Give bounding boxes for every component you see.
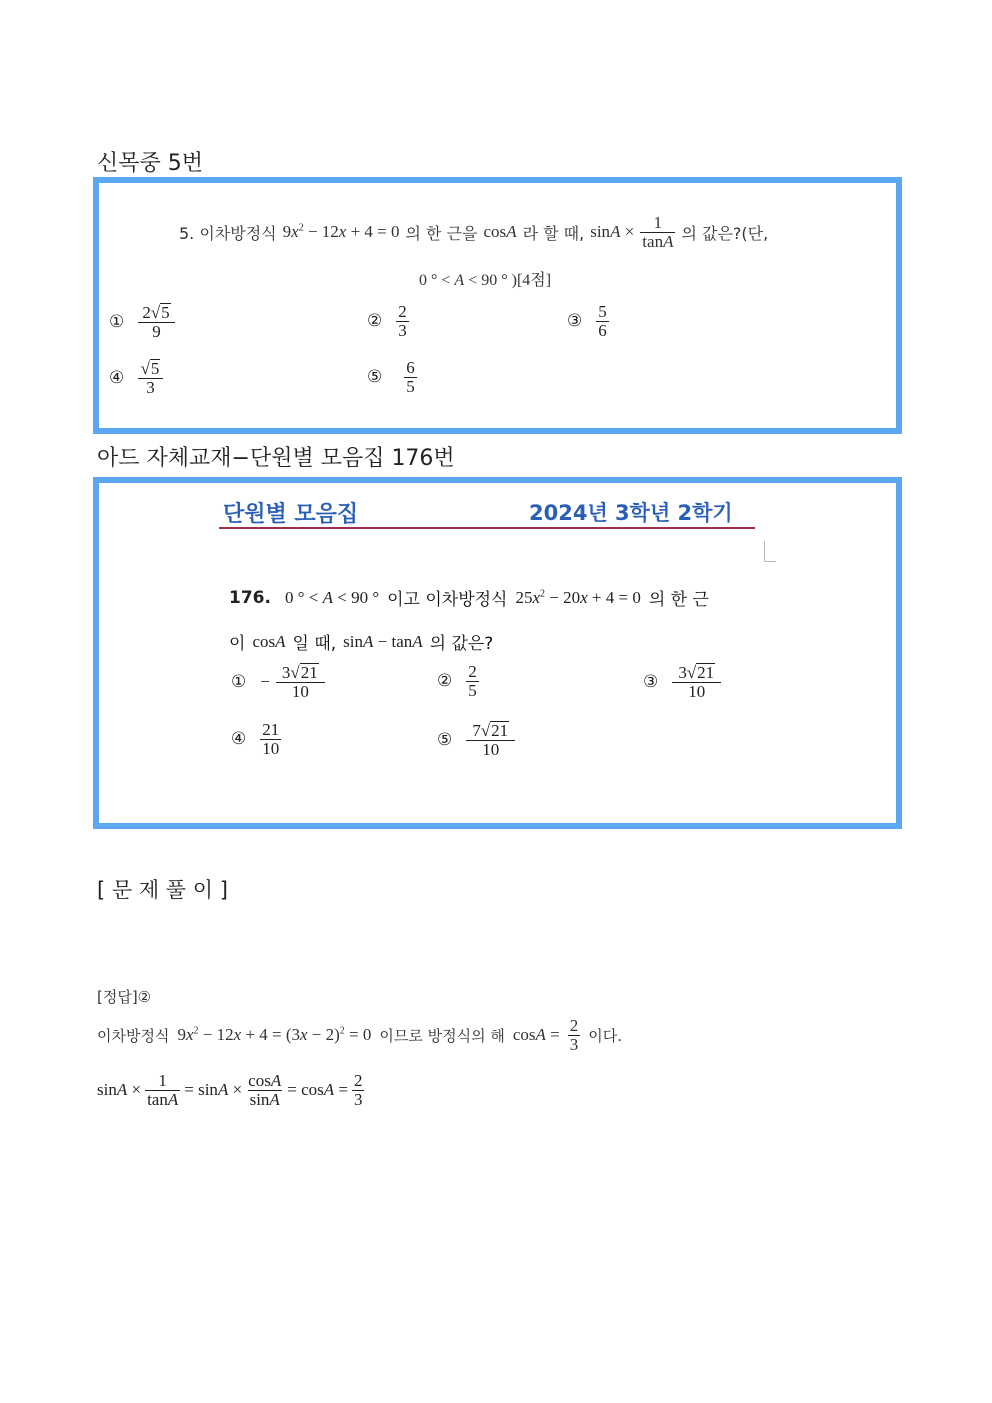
problem1-box xyxy=(93,177,902,434)
solution-answer: [정답]② xyxy=(97,988,152,1006)
problem2-line1-suffix: 의 한 근 xyxy=(648,590,709,610)
section1-heading: 신목중 5번 xyxy=(97,151,203,176)
problem2-question-line2 xyxy=(229,629,493,654)
choice-value: $\frac{2}{5}$ xyxy=(468,662,477,700)
problem2-line1-text: 이고 이차방정식 xyxy=(387,590,508,610)
problem2-number: 176. xyxy=(229,587,271,608)
problem2-cos: cosA xyxy=(252,631,286,651)
choice-number: ④ xyxy=(231,729,247,750)
problem2-choice-4[interactable] xyxy=(231,721,281,758)
solution-line1-prefix: 이차방정식 xyxy=(97,1026,170,1045)
corner-mark xyxy=(764,541,776,562)
problem2-choice-1[interactable] xyxy=(231,663,325,701)
problem1-frac-num: 1 xyxy=(653,213,663,232)
problem1-suffix: 의 값은?(단, xyxy=(681,223,769,243)
problem2-choice-2[interactable] xyxy=(437,663,479,700)
problem1-mid: 의 한 근을 xyxy=(405,223,478,243)
choice-number: ④ xyxy=(109,367,125,388)
problem2-condition: 0 ° < A < 90 ° xyxy=(284,587,380,607)
choice-number: ③ xyxy=(567,311,583,332)
problem1-fraction xyxy=(640,214,675,251)
solution-line1 xyxy=(97,1017,622,1054)
choice-value: 3√ 21 10 xyxy=(672,663,721,701)
choice-value: 3√ 21 10 xyxy=(276,663,325,701)
banner-left: 단원별 모음집 xyxy=(223,502,359,527)
problem1-question-line1 xyxy=(179,214,768,251)
choice-value: $\frac{6}{5}$ xyxy=(406,358,415,396)
problem2-expr: sinA − tanA xyxy=(343,631,423,651)
choice-number: ⑤ xyxy=(367,367,383,388)
problem1-expr: sinA × xyxy=(590,222,635,242)
problem2-choice-5[interactable] xyxy=(437,721,515,759)
problem1-choice-5[interactable] xyxy=(367,359,417,396)
solution-line1-equation: $9x^2 - 12x + 4 = (3x - 2)^2 = 0$ xyxy=(177,1025,372,1045)
solution-line2: sinA × $\frac{1}{\tan A}$ = sinA × $\frac{\cos A}{\sin A}$ = cosA = $\frac{2}{3}$ xyxy=(97,1071,363,1109)
problem1-cos-term: cosA xyxy=(483,222,517,242)
solution-line1-mid: 이므로 방정식의 해 xyxy=(379,1026,505,1045)
problem2-box xyxy=(93,477,902,829)
choice-number: ⑤ xyxy=(437,729,453,750)
problem2-line2-suffix: 의 값은? xyxy=(429,634,494,654)
choice-number: ① xyxy=(231,671,247,692)
problem1-choice-3[interactable] xyxy=(567,303,609,340)
banner-right: 2024년 3학년 2학기 xyxy=(529,501,733,525)
choice-value: √ 5 3 xyxy=(138,359,163,397)
problem1-equation: $9x^2 - 12x + 4 = 0$ xyxy=(282,222,400,242)
problem2-question-line1 xyxy=(229,585,709,610)
solution-heading: [ 문 제 풀 이 ] xyxy=(97,878,228,902)
problem2-equation: $25x^2 - 20x + 4 = 0$ xyxy=(515,587,641,607)
problem2-line2-prefix: 이 xyxy=(229,634,246,654)
banner-underline xyxy=(219,527,755,529)
problem2-line2-mid: 일 때, xyxy=(292,634,337,654)
choice-number: ② xyxy=(437,671,453,692)
problem1-condition: 0 ° < A < 90 ° )[4점] xyxy=(419,272,552,289)
problem1-prefix: 5. 이차방정식 xyxy=(179,223,277,243)
problem1-frac-den: tanA xyxy=(642,231,674,251)
choice-value: $\frac{21}{10}$ xyxy=(262,720,280,758)
minus-sign: − xyxy=(260,671,270,691)
problem1-choice-1[interactable] xyxy=(109,303,175,341)
solution-line1-fraction: $\frac{2}{3}$ xyxy=(569,1016,579,1054)
choice-value: 7√ 21 10 xyxy=(466,721,515,759)
problem1-choice-4[interactable] xyxy=(109,359,163,397)
solution-line1-suffix: 이다. xyxy=(588,1026,622,1045)
problem1-mid2: 라 할 때, xyxy=(522,223,585,243)
choice-value: $\frac{2}{3}$ xyxy=(398,302,407,340)
section2-heading: 아드 자체교재−단원별 모음집 176번 xyxy=(97,446,455,471)
choice-value: 2√ 5 9 xyxy=(138,303,175,341)
problem2-choice-3[interactable] xyxy=(643,663,721,701)
solution-line1-cos: cosA = xyxy=(512,1025,560,1045)
choice-number: ① xyxy=(109,311,125,332)
problem1-choice-2[interactable] xyxy=(367,303,409,340)
choice-number: ③ xyxy=(643,671,659,692)
choice-number: ② xyxy=(367,311,383,332)
choice-value: $\frac{5}{6}$ xyxy=(598,302,607,340)
